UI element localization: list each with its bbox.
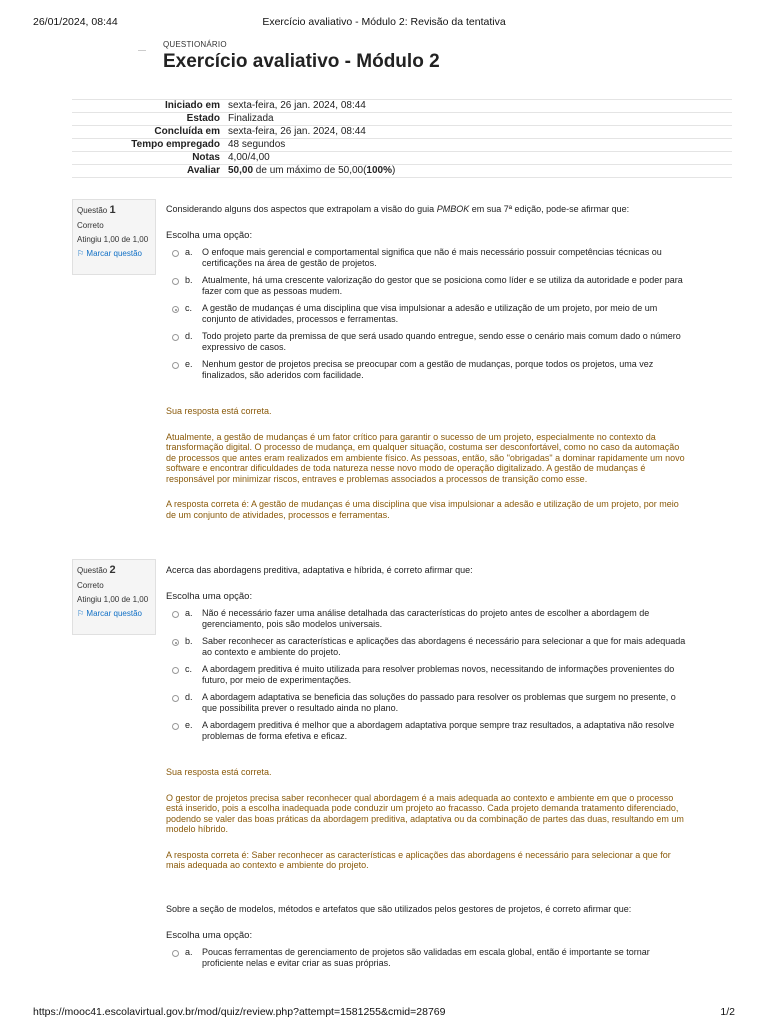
summary-value (228, 165, 732, 178)
radio-button[interactable] (172, 362, 179, 369)
summary-label: Avaliar (72, 165, 228, 178)
summary-row (72, 100, 732, 113)
question-info-2 (72, 559, 156, 635)
summary-value: Finalizada (228, 113, 732, 126)
radio-button[interactable] (172, 695, 179, 702)
decor-mark (138, 50, 146, 51)
question-score: Atingiu 1,00 de 1,00 (77, 235, 149, 244)
summary-label: Notas (72, 152, 228, 165)
choose-label: Escolha uma opção: (166, 591, 253, 602)
summary-value: sexta-feira, 26 jan. 2024, 08:44 (228, 126, 732, 139)
grade-close: ) (392, 165, 396, 176)
answer-option[interactable]: d. Todo projeto parte da premissa de que será usado quando entregue, sendo esse o cenário mais comum dado o número expressivo de casos. (166, 331, 686, 352)
radio-button[interactable] (172, 611, 179, 618)
question-number: Questão 2 (77, 564, 116, 576)
feedback-general: O gestor de projetos precisa saber reconhecer qual abordagem é a mais adequada ao contexto e ambiente em que o processo está inserido, pois a escolha inadequada pode conduzir um projeto ao fracasso. Cada projeto demanda tratamento diferenciado, podendo se valer das boas práticas da abordagem preditiva, adaptativa ou da combinação de partes das duas, resultando em um modelo híbrido. (166, 792, 684, 834)
flag-question-button[interactable]: ⚐ Marcar questão (77, 609, 142, 618)
radio-button[interactable] (172, 723, 179, 730)
radio-button[interactable] (172, 667, 179, 674)
grade-value: 50,00 (228, 165, 254, 176)
flag-icon: ⚐ (77, 609, 85, 618)
feedback-correct: Sua resposta está correta. (166, 767, 272, 777)
summary-value: 4,00/4,00 (228, 152, 732, 165)
print-page-number: 1/2 (720, 1006, 735, 1018)
grade-max: de um máximo de 50,00( (253, 165, 367, 176)
feedback-right-answer: A resposta correta é: Saber reconhecer as características e aplicações das abordagens é necessário para selecionar a que for mais adequada ao contexto e ambiente do projeto. (166, 849, 671, 870)
answer-option[interactable]: a. Não é necessário fazer uma análise detalhada das características do projeto antes de escolher a abordagem de gerenciamento, pois são modelos universais. (166, 608, 686, 629)
feedback-correct: Sua resposta está correta. (166, 406, 272, 416)
answer-option[interactable]: c. A abordagem preditiva é muito utilizada para resolver problemas novos, necessitando de informações provenientes do futuro, por meio de experimentações. (166, 664, 686, 685)
summary-label: Concluída em (72, 126, 228, 139)
page-pretitle: QUESTIONÁRIO (163, 40, 227, 49)
radio-button[interactable] (172, 334, 179, 341)
answer-option[interactable]: d. A abordagem adaptativa se beneficia das soluções do passado para resolver os problemas que surgem no presente, o que possibilita prever o resultado ainda no plano. (166, 692, 686, 713)
radio-button[interactable] (172, 250, 179, 257)
answer-option[interactable]: b. Atualmente, há uma crescente valorização do gestor que se posiciona como líder e se utiliza da autoridade e poder para fazer com que as pessoas mudem. (166, 275, 686, 296)
question-status: Correto (77, 581, 104, 590)
summary-value: sexta-feira, 26 jan. 2024, 08:44 (228, 100, 732, 113)
radio-button-selected[interactable] (172, 639, 179, 646)
question-3 (166, 904, 686, 968)
flag-icon: ⚐ (77, 249, 85, 258)
print-doc-title: Exercício avaliativo - Módulo 2: Revisão da tentativa (262, 16, 506, 28)
grade-percent: 100% (366, 165, 392, 176)
page-title: Exercício avaliativo - Módulo 2 (163, 51, 440, 72)
flag-question-button[interactable]: ⚐ Marcar questão (77, 249, 142, 258)
summary-value: 48 segundos (228, 139, 732, 152)
question-2 (166, 565, 686, 741)
feedback-right-answer: A resposta correta é: A gestão de mudanças é uma disciplina que visa impulsionar a adesão e utilização de um projeto, por meio de um conjunto de atividades, processos e ferramentas. (166, 499, 679, 520)
question-info-1 (72, 199, 156, 275)
answer-option[interactable]: a. Poucas ferramentas de gerenciamento de projetos são validadas em escala global, então é importante se tornar proficiente nelas e evitar criar as suas próprias. (166, 947, 686, 968)
print-url: https://mooc41.escolavirtual.gov.br/mod/quiz/review.php?attempt=1581255&cmid=28769 (33, 1006, 446, 1018)
choose-label: Escolha uma opção: (166, 930, 253, 941)
attempt-summary-table (72, 99, 732, 178)
summary-row (72, 152, 732, 165)
question-1 (166, 204, 686, 380)
radio-button-selected[interactable] (172, 306, 179, 313)
answer-option[interactable]: e. Nenhum gestor de projetos precisa se preocupar com a gestão de mudanças, porque todos os projetos, uma vez finalizados, são aderidos com facilidade. (166, 359, 686, 380)
summary-row (72, 165, 732, 178)
answer-option[interactable]: a. O enfoque mais gerencial e comportamental significa que não é mais necessário possuir competências técnicas ou certificações na área de gestão de projetos. (166, 247, 686, 268)
choose-label: Escolha uma opção: (166, 230, 253, 241)
question-text: Considerando alguns dos aspectos que extrapolam a visão do guia PMBOK em sua 7ª edição, pode-se afirmar que: (166, 204, 630, 214)
summary-row (72, 126, 732, 139)
question-text: Acerca das abordagens preditiva, adaptativa e híbrida, é correto afirmar que: (166, 565, 473, 575)
answer-option-selected[interactable]: c. A gestão de mudanças é uma disciplina que visa impulsionar a adesão e utilização de um projeto, por meio de um conjunto de atividades, processos e ferramentas. (166, 303, 686, 324)
question-score: Atingiu 1,00 de 1,00 (77, 595, 149, 604)
question-text: Sobre a seção de modelos, métodos e artefatos que são utilizados pelos gestores de projetos, é correto afirmar que: (166, 904, 632, 914)
answer-option-selected[interactable]: b. Saber reconhecer as características e aplicações das abordagens é necessário para selecionar a que for mais adequada ao contexto e ambiente do projeto. (166, 636, 686, 657)
summary-label: Iniciado em (72, 100, 228, 113)
question-status: Correto (77, 221, 104, 230)
feedback-2 (166, 767, 686, 871)
summary-row (72, 113, 732, 126)
print-date: 26/01/2024, 08:44 (33, 16, 118, 28)
answer-option[interactable]: e. A abordagem preditiva é melhor que a abordagem adaptativa porque sempre traz resultados, a adaptativa não resolve problemas de forma efetiva e eficaz. (166, 720, 686, 741)
question-number: Questão 1 (77, 204, 116, 216)
radio-button[interactable] (172, 278, 179, 285)
feedback-general: Atualmente, a gestão de mudanças é um fator crítico para garantir o sucesso de um projeto, especialmente no contexto da transformação digital. O processo de mudança, em qualquer situação, costuma ser desconfortável, como no caso da automação de processos que antes eram realizados em ambiente físico. As pessoas, então, são "obrigadas" a dominar rapidamente um novo software e encontrar dificuldades de toda natureza nesse novo modo de operação digitalizado. A gestão de mudanças é responsável por minimizar riscos, entraves e problemas associados a processos de transição como esse. (166, 431, 685, 484)
radio-button[interactable] (172, 950, 179, 957)
feedback-1 (166, 406, 686, 520)
summary-label: Estado (72, 113, 228, 126)
summary-row (72, 139, 732, 152)
summary-label: Tempo empregado (72, 139, 228, 152)
